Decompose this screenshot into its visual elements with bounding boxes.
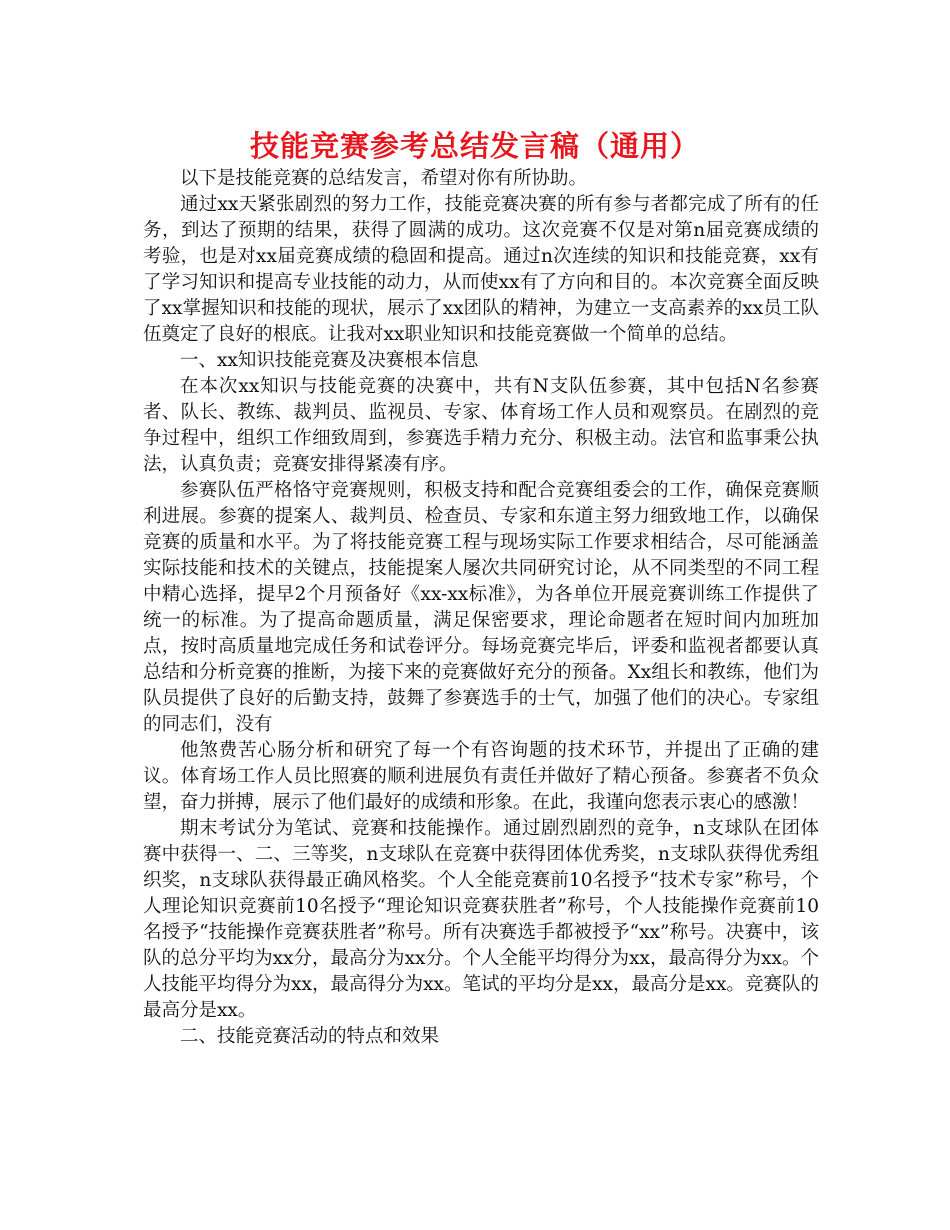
results-paragraph: 期末考试分为笔试、竞赛和技能操作。通过剧烈剧烈的竞争，n支球队在团体赛中获得一、二、三等奖，n支球队在竞赛中获得团体优秀奖，n支球队获得优秀组织奖，n支球队获得最正确风格奖。个人全能竞赛前10名授予“技术专家”称号，个人理论知识竞赛前10名授予“理论知识竞赛获胜者”称号，个人技能操作竞赛前10名授予“技能操作竞赛获胜者”称号。所有决赛选手都被授予“xx”称号。决赛中，该队的总分平均为xx分，最高分为xx分。个人全能平均得分为xx，最高得分为xx。个人技能平均得分为xx，最高得分为xx。笔试的平均分是xx，最高分是xx。竞赛队的最高分是xx。 <box>143 818 819 1021</box>
basic-info-paragraph: 在本次xx知识与技能竞赛的决赛中，共有N支队伍参赛，其中包括N名参赛者、队长、教练、裁判员、监视员、专家、体育场工作人员和观察员。在剧烈的竞争过程中，组织工作细致周到，参赛选手精力充分、积极主动。法官和监事秉公执法，认真负责；竞赛安排得紧凑有序。 <box>143 376 819 475</box>
intro-paragraph: 以下是技能竞赛的总结发言，希望对你有所协助。 <box>180 168 588 189</box>
experts-paragraph: 他煞费苦心肠分析和研究了每一个有咨询题的技术环节，并提出了正确的建议。体育场工作人员比照赛的顺利进展负有责任并做好了精心预备。参赛者不负众望，奋力拼搏，展示了他们最好的成绩和形象。在此，我谨向您表示衷心的感激！ <box>143 740 819 813</box>
document-title: 技能竞赛参考总结发言稿（通用） <box>249 129 700 163</box>
section-heading-2: 二、技能竞赛活动的特点和效果 <box>180 1026 440 1047</box>
summary-paragraph: 通过xx天紧张剧烈的努力工作，技能竞赛决赛的所有参与者都完成了所有的任务，到达了预期的结果，获得了圆满的成功。这次竞赛不仅是对第n届竞赛成绩的考验，也是对xx届竞赛成绩的稳固和提高。通过n次连续的知识和技能竞赛，xx有了学习知识和提高专业技能的动力，从而使xx有了方向和目的。本次竞赛全面反映了xx掌握知识和技能的现状，展示了xx团队的精神，为建立一支高素养的xx员工队伍奠定了良好的根底。让我对xx职业知识和技能竞赛做一个简单的总结。 <box>143 194 819 345</box>
teams-work-paragraph: 参赛队伍严格恪守竞赛规则，积极支持和配合竞赛组委会的工作，确保竞赛顺利进展。参赛的提案人、裁判员、检查员、专家和东道主努力细致地工作，以确保竞赛的质量和水平。为了将技能竞赛工程与现场实际工作要求相结合，尽可能涵盖实际技能和技术的关键点，技能提案人屡次共同研究讨论，从不同类型的不同工程中精心选择，提早2个月预备好《xx-xx标准》，为各单位开展竞赛训练工作提供了统一的标准。为了提高命题质量，满足保密要求，理论命题者在短时间内加班加点，按时高质量地完成任务和试卷评分。每场竞赛完毕后，评委和监视者都要认真总结和分析竞赛的推断，为接下来的竞赛做好充分的预备。Xx组长和教练，他们为队员提供了良好的后勤支持，鼓舞了参赛选手的士气，加强了他们的决心。专家组的同志们，没有 <box>143 480 819 735</box>
section-heading-1: 一、xx知识技能竞赛及决赛根本信息 <box>180 350 479 371</box>
document-body <box>143 166 819 1050</box>
